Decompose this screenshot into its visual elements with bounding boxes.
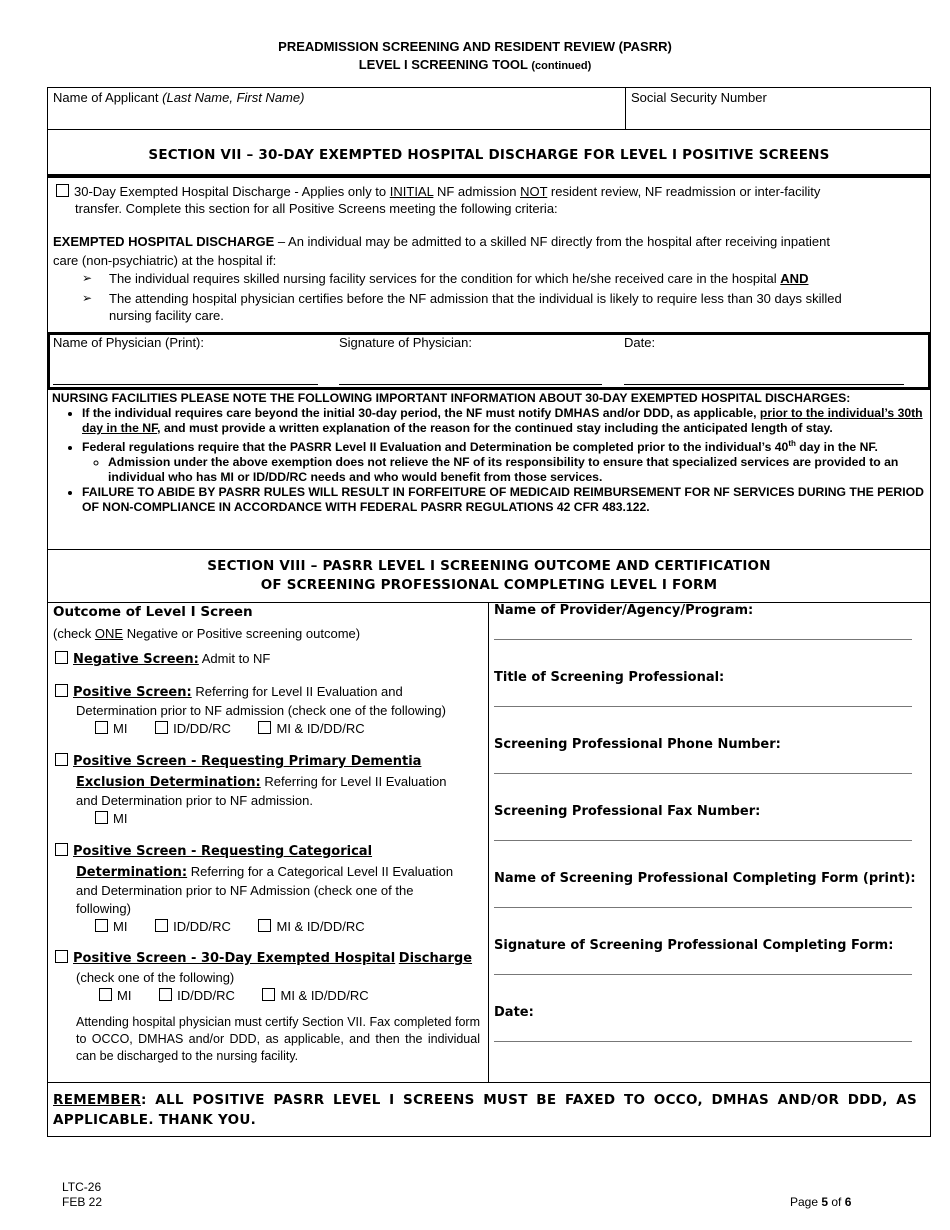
form-date: FEB 22 bbox=[62, 1195, 103, 1209]
note-2 bbox=[82, 436, 924, 485]
dementia-label: Positive Screen - Requesting Primary Dementia bbox=[73, 754, 422, 769]
dem-mi-checkbox[interactable] bbox=[95, 811, 108, 824]
cb-text-d: transfer. Complete this section for all Positive Screens meeting the following criteria: bbox=[75, 201, 558, 216]
section7-heading: SECTION VII – 30-DAY EXEMPTED HOSPITAL DISCHARGE FOR LEVEL I POSITIVE SCREENS bbox=[148, 147, 830, 163]
positive-screen-label: Positive Screen: bbox=[73, 685, 192, 700]
attending-note: Attending hospital physician must certify Section VII. Fax completed form to OCCO, DMHAS and/or DDD, as applicable, and then the individual can be discharged to the nursing facility. bbox=[76, 1015, 480, 1063]
categorical-text3: following) bbox=[76, 901, 131, 916]
cat-both-label: MI & ID/DD/RC bbox=[276, 919, 365, 934]
dementia-desc bbox=[76, 773, 446, 791]
page-title: PREADMISSION SCREENING AND RESIDENT REVIEW (PASRR) bbox=[278, 39, 672, 54]
ex-both-option[interactable] bbox=[262, 988, 368, 1003]
note-2-a: Federal regulations require that the PASRR Level II Evaluation and Determination be completed prior to the individual’s 40 bbox=[82, 440, 789, 455]
note-1-underline: prior to the individual’s 30th day in the NF bbox=[82, 406, 923, 435]
cat-mi-checkbox[interactable] bbox=[95, 919, 108, 932]
exempt-bold: EXEMPTED HOSPITAL DISCHARGE bbox=[53, 234, 275, 249]
screening-field-label: Name of Screening Professional Completing Form (print): bbox=[494, 871, 916, 886]
negative-screen-text: Admit to NF bbox=[198, 651, 271, 666]
cat-id-label: ID/DD/RC bbox=[173, 919, 231, 934]
outcome-title: Outcome of Level I Screen bbox=[53, 604, 253, 620]
pos-both-checkbox[interactable] bbox=[258, 721, 271, 734]
categorical-text2: and Determination prior to NF Admission (check one of the bbox=[76, 883, 414, 898]
positive-options bbox=[95, 720, 365, 737]
screening-field-label: Title of Screening Professional: bbox=[494, 670, 725, 685]
physician-signature-input[interactable] bbox=[339, 384, 602, 385]
note-1-b: , and must provide a written explanation of the reason for the continued stay including the anticipated length of stay. bbox=[157, 421, 833, 435]
categorical-options bbox=[95, 918, 365, 935]
exempted-label-b: Discharge bbox=[398, 951, 473, 966]
ex-id-option[interactable] bbox=[159, 988, 235, 1003]
cat-both-option[interactable] bbox=[258, 919, 364, 934]
physician-date-label: Date: bbox=[624, 335, 656, 350]
outcome-hint-b: Negative or Positive screening outcome) bbox=[123, 626, 361, 641]
negative-screen-checkbox[interactable] bbox=[55, 651, 68, 664]
exempted-text: (check one of the following) bbox=[76, 970, 235, 985]
physician-name-label: Name of Physician (Print): bbox=[53, 335, 204, 350]
note-1-a: If the individual requires care beyond the initial 30-day period, the NF must notify DMHAS and/or DDD, as applicable, bbox=[82, 406, 760, 420]
ex-mi-checkbox[interactable] bbox=[99, 988, 112, 1001]
dem-mi-option[interactable] bbox=[95, 810, 127, 827]
screening-field-label: Signature of Screening Professional Completing Form: bbox=[494, 938, 894, 953]
note-2-b: day in the NF. bbox=[795, 440, 878, 455]
form-id: LTC-26 bbox=[62, 1180, 102, 1194]
exempted-discharge-checkbox[interactable] bbox=[55, 950, 68, 963]
page-prefix: Page bbox=[790, 1195, 822, 1209]
notes-heading: NURSING FACILITIES PLEASE NOTE THE FOLLOWING IMPORTANT INFORMATION ABOUT 30-DAY EXEMPTED HOSPITAL DISCHARGES: bbox=[52, 391, 851, 405]
dementia-checkbox[interactable] bbox=[55, 753, 68, 766]
dementia-option[interactable] bbox=[55, 752, 421, 770]
note-3: • FAILURE TO ABIDE BY PASRR RULES WILL RESULT IN FORFEITURE OF MEDICAID REIMBURSEMENT FOR NF SERVICES DURING THE PERIOD OF NON-COMPLIANCE IN ACCORDANCE WITH FEDERAL PASRR REGULATIONS 42 CFR 483.122. bbox=[82, 485, 924, 515]
outcome-hint-a: (check bbox=[53, 626, 95, 641]
page-of: of bbox=[828, 1195, 845, 1209]
screening-field-input[interactable] bbox=[494, 1041, 912, 1042]
pos-both-label: MI & ID/DD/RC bbox=[276, 721, 365, 736]
screening-field-input[interactable] bbox=[494, 907, 912, 908]
exempted-options bbox=[99, 987, 369, 1004]
categorical-label: Positive Screen - Requesting Categorical bbox=[73, 844, 373, 859]
arrow-bullet-icon: ➢ bbox=[82, 291, 93, 305]
pos-id-label: ID/DD/RC bbox=[173, 721, 231, 736]
criteria-2a: The attending hospital physician certifies before the NF admission that the individual is likely to require less than 30 days skilled bbox=[109, 291, 842, 306]
positive-screen-text2: Determination prior to NF admission (check one of the following) bbox=[76, 703, 446, 718]
applicant-divider bbox=[625, 87, 626, 130]
cb-text-a: 30-Day Exempted Hospital Discharge - Applies only to bbox=[74, 184, 390, 199]
physician-name-input[interactable] bbox=[53, 384, 318, 385]
note-1 bbox=[82, 406, 924, 436]
cat-both-checkbox[interactable] bbox=[258, 919, 271, 932]
dementia-text: Referring for Level II Evaluation bbox=[260, 774, 447, 789]
applicant-name-field[interactable] bbox=[53, 89, 304, 106]
categorical-checkbox[interactable] bbox=[55, 843, 68, 856]
physician-date-input[interactable] bbox=[624, 384, 904, 385]
exempted-label-a: Positive Screen - 30-Day Exempted Hospital bbox=[73, 951, 396, 966]
cat-mi-label: MI bbox=[113, 919, 128, 934]
exempt-definition bbox=[53, 233, 830, 250]
pos-both-option[interactable] bbox=[258, 721, 364, 736]
screening-field-label: Name of Provider/Agency/Program: bbox=[494, 603, 754, 618]
screening-field-input[interactable] bbox=[494, 706, 912, 707]
ex-mi-option[interactable] bbox=[99, 988, 131, 1003]
outcome-hint-one: ONE bbox=[94, 626, 124, 641]
outcome-hint bbox=[53, 625, 360, 642]
arrow-bullet-icon: ➢ bbox=[82, 271, 93, 285]
criteria-1 bbox=[109, 270, 808, 287]
exempt-text: – An individual may be admitted to a skilled NF directly from the hospital after receiving inpatient bbox=[274, 234, 830, 249]
remember-note bbox=[53, 1090, 917, 1130]
categorical-desc bbox=[76, 863, 453, 881]
screening-field-input[interactable] bbox=[494, 974, 912, 975]
criteria-and: AND bbox=[780, 271, 809, 286]
criteria-1-text: The individual requires skilled nursing facility services for the condition for which he/she received care in the hospital bbox=[109, 271, 781, 286]
pos-id-option[interactable] bbox=[155, 721, 231, 736]
negative-screen-label: Negative Screen: bbox=[73, 652, 199, 667]
screening-field-input[interactable] bbox=[494, 773, 912, 774]
cat-id-checkbox[interactable] bbox=[155, 919, 168, 932]
dementia-text2: and Determination prior to NF admission. bbox=[76, 793, 313, 808]
dementia-exclusion: Exclusion Determination: bbox=[76, 775, 261, 790]
positive-screen-option[interactable] bbox=[55, 683, 403, 701]
ex-both-checkbox[interactable] bbox=[262, 988, 275, 1001]
exempt-text2: care (non-psychiatric) at the hospital if: bbox=[53, 253, 277, 268]
ex-both-label: MI & ID/DD/RC bbox=[280, 988, 369, 1003]
page-total: 6 bbox=[844, 1195, 852, 1209]
pos-id-checkbox[interactable] bbox=[155, 721, 168, 734]
section8-divider bbox=[488, 602, 489, 1083]
page-subtitle bbox=[0, 57, 950, 72]
page-number bbox=[790, 1195, 851, 1210]
remember-label: REMEMBER bbox=[53, 1092, 142, 1108]
page-num: 5 bbox=[821, 1195, 829, 1209]
screening-field-label: Screening Professional Phone Number: bbox=[494, 737, 781, 752]
ssn-field[interactable]: Social Security Number bbox=[631, 90, 767, 105]
screening-field-input[interactable] bbox=[494, 840, 912, 841]
cb-text-c: resident review, NF readmission or inter-facility bbox=[547, 184, 821, 199]
note-2-sup: th bbox=[788, 439, 796, 448]
exempt-discharge-checkbox[interactable] bbox=[56, 184, 69, 197]
categorical-determination: Determination: bbox=[76, 865, 188, 880]
exempted-discharge-option[interactable] bbox=[55, 949, 472, 967]
pos-mi-label: MI bbox=[113, 721, 128, 736]
criteria-2b: nursing facility care. bbox=[109, 308, 224, 323]
screening-field-input[interactable] bbox=[494, 639, 912, 640]
cb-initial: INITIAL bbox=[389, 184, 434, 199]
pos-mi-checkbox[interactable] bbox=[95, 721, 108, 734]
subtitle-suffix: (continued) bbox=[531, 60, 592, 72]
screening-field-label: Date: bbox=[494, 1005, 534, 1020]
nf-notes bbox=[52, 391, 924, 515]
applicant-name-label: Name of Applicant bbox=[53, 90, 159, 105]
categorical-text: Referring for a Categorical Level II Evaluation bbox=[187, 864, 454, 879]
screening-field-label: Screening Professional Fax Number: bbox=[494, 804, 761, 819]
subtitle-text: LEVEL I SCREENING TOOL bbox=[358, 57, 528, 72]
ex-id-checkbox[interactable] bbox=[159, 988, 172, 1001]
cb-text-b: NF admission bbox=[433, 184, 521, 199]
negative-screen-option[interactable] bbox=[55, 650, 270, 668]
physician-signature-label: Signature of Physician: bbox=[339, 335, 472, 350]
ex-id-label: ID/DD/RC bbox=[177, 988, 235, 1003]
pos-mi-option[interactable] bbox=[95, 721, 127, 736]
cat-id-option[interactable] bbox=[155, 919, 231, 934]
dem-mi-label: MI bbox=[113, 811, 128, 826]
categorical-option[interactable] bbox=[55, 842, 372, 860]
positive-screen-checkbox[interactable] bbox=[55, 684, 68, 697]
positive-screen-text: Referring for Level II Evaluation and bbox=[191, 684, 403, 699]
cb-not: NOT bbox=[520, 184, 548, 199]
ex-mi-label: MI bbox=[117, 988, 132, 1003]
applicant-name-hint: (Last Name, First Name) bbox=[162, 90, 305, 105]
cat-mi-option[interactable] bbox=[95, 919, 127, 934]
section8-heading-2: OF SCREENING PROFESSIONAL COMPLETING LEVEL I FORM bbox=[260, 577, 718, 593]
section8-heading-1: SECTION VIII – PASRR LEVEL I SCREENING OUTCOME AND CERTIFICATION bbox=[207, 558, 771, 574]
remember-text: : ALL POSITIVE PASRR LEVEL I SCREENS MUST BE FAXED TO OCCO, DMHAS AND/OR DDD, AS APPLICABLE. THANK YOU. bbox=[53, 1092, 917, 1128]
exempt-discharge-option[interactable] bbox=[56, 183, 820, 200]
note-2-sub: ◦ Admission under the above exemption does not relieve the NF of its responsibility to ensure that specialized services are provided to an individual who has MI or ID/DD/RC needs and who would benefit from those services. bbox=[108, 455, 924, 485]
